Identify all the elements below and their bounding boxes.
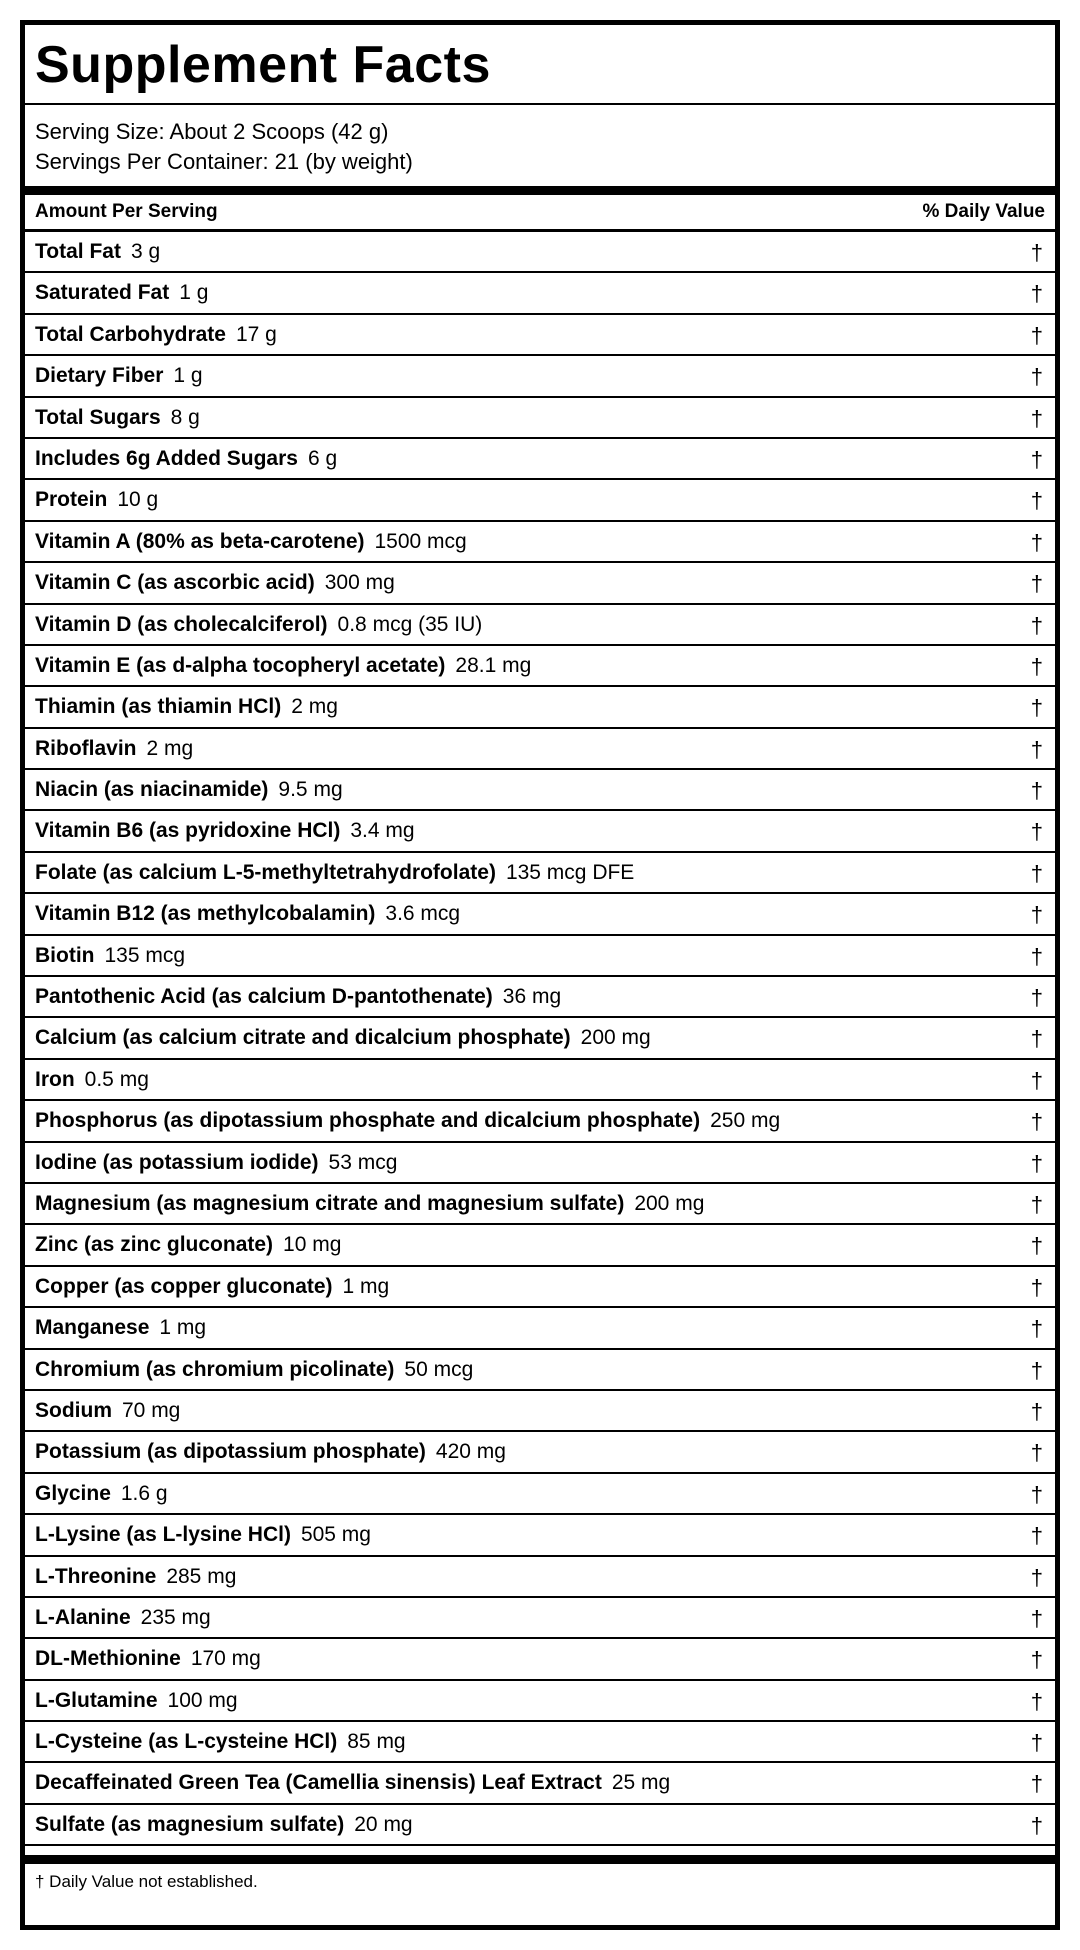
nutrient-name: Vitamin E (as d-alpha tocopheryl acetate) [35,653,446,677]
daily-value-dagger: † [1030,1523,1043,1549]
nutrient-text [35,1639,261,1678]
nutrient-text [35,729,193,768]
nutrient-text [35,1598,211,1637]
daily-value-dagger: † [1030,1150,1043,1176]
daily-value-dagger: † [1030,612,1043,638]
daily-value-dagger: † [1030,1274,1043,1300]
nutrient-amount: 9.5 mg [278,778,343,802]
nutrient-amount: 8 g [170,405,200,429]
nutrient-amount: 235 mg [140,1605,211,1629]
nutrient-amount: 25 mg [611,1771,671,1795]
nutrient-name: Zinc (as zinc gluconate) [35,1233,274,1257]
nutrient-row [25,936,1055,977]
nutrient-text [35,687,338,726]
nutrient-row [25,1681,1055,1722]
nutrient-name: Copper (as copper gluconate) [35,1274,333,1298]
nutrient-name: Thiamin (as thiamin HCl) [35,695,282,719]
nutrient-row [25,646,1055,687]
nutrient-amount: 2 mg [291,695,338,719]
nutrient-name: Total Fat [35,240,121,263]
nutrient-name: Vitamin D (as cholecalciferol) [35,612,328,636]
nutrient-text [35,853,634,892]
nutrient-name: Includes 6g Added Sugars [35,446,298,470]
daily-value-dagger: † [1030,1647,1043,1673]
nutrient-name: Iodine (as potassium iodide) [35,1150,319,1174]
nutrient-row [25,232,1055,273]
nutrient-amount: 135 mcg [104,943,186,967]
nutrient-name: L-Glutamine [35,1688,158,1712]
nutrient-name: Vitamin A (80% as beta-carotene) [35,529,365,553]
daily-value-dagger: † [1030,1398,1043,1424]
nutrient-name: Sodium [35,1398,112,1422]
nutrient-amount: 10 g [117,488,159,512]
nutrient-name: L-Lysine (as L-lysine HCl) [35,1523,291,1547]
nutrient-text [35,1101,780,1140]
daily-value-dagger: † [1030,1730,1043,1756]
nutrient-text [35,1391,180,1430]
nutrient-text [35,480,158,519]
nutrient-list [25,232,1055,1846]
nutrient-text [35,646,531,685]
nutrient-name: Pantothenic Acid (as calcium D-pantothenate) [35,985,493,1009]
daily-value-dagger: † [1030,529,1043,555]
daily-value-dagger: † [1030,281,1043,307]
nutrient-name: Sulfate (as magnesium sulfate) [35,1812,345,1836]
nutrient-name: Saturated Fat [35,281,170,305]
nutrient-row [25,1805,1055,1846]
nutrient-text [35,356,203,395]
nutrient-name: Magnesium (as magnesium citrate and magnesium sulfate) [35,1191,625,1215]
nutrient-amount: 1.6 g [120,1481,168,1505]
nutrient-text [35,1722,406,1761]
daily-value-dagger: † [1030,1067,1043,1093]
daily-value-dagger: † [1030,1357,1043,1383]
daily-value-dagger: † [1030,695,1043,721]
nutrient-name: L-Cysteine (as L-cysteine HCl) [35,1730,338,1754]
nutrient-text [35,894,460,933]
nutrient-text [35,936,185,975]
nutrient-name: Biotin [35,943,95,967]
nutrient-amount: 100 mg [167,1688,238,1712]
nutrient-row [25,853,1055,894]
title-block [25,25,1055,105]
nutrient-name: Dietary Fiber [35,364,164,388]
nutrient-amount: 10 mg [283,1233,342,1257]
nutrient-name: Potassium (as dipotassium phosphate) [35,1440,426,1464]
nutrient-name: Glycine [35,1481,111,1505]
daily-value-dagger: † [1030,322,1043,348]
nutrient-text [35,1805,413,1844]
nutrient-amount: 1 g [179,281,209,305]
nutrient-row [25,1639,1055,1680]
thick-divider-top [25,186,1055,195]
nutrient-amount: 3.6 mcg [385,902,461,926]
nutrient-amount: 200 mg [580,1026,651,1050]
nutrient-amount: 0.5 mg [84,1067,149,1091]
nutrient-text [35,1432,506,1471]
daily-value-dagger: † [1030,488,1043,514]
nutrient-row [25,398,1055,439]
nutrient-amount: 85 mg [347,1730,406,1754]
amount-per-serving-header: Amount Per Serving [35,201,218,222]
nutrient-name: Vitamin C (as ascorbic acid) [35,571,315,595]
daily-value-footnote: † Daily Value not established. [35,1872,258,1891]
thick-divider-bottom [25,1855,1055,1864]
nutrient-row [25,480,1055,521]
nutrient-text [35,522,467,561]
nutrient-text [35,232,160,271]
nutrient-name: DL-Methionine [35,1647,181,1671]
nutrient-amount: 3.4 mg [350,819,415,843]
nutrient-amount: 36 mg [502,985,562,1009]
nutrient-name: Decaffeinated Green Tea (Camellia sinensis) Leaf Extract [35,1771,602,1795]
daily-value-dagger: † [1030,405,1043,431]
nutrient-row [25,1308,1055,1349]
nutrient-row [25,1225,1055,1266]
daily-value-dagger: † [1030,1191,1043,1217]
nutrient-row [25,563,1055,604]
daily-value-dagger: † [1030,653,1043,679]
nutrient-amount: 0.8 mcg (35 IU) [337,612,483,636]
nutrient-row [25,1763,1055,1804]
nutrient-text [35,1350,473,1389]
nutrient-row [25,356,1055,397]
daily-value-dagger: † [1030,1109,1043,1135]
nutrient-name: Chromium (as chromium picolinate) [35,1357,395,1381]
nutrient-amount: 300 mg [324,571,395,595]
daily-value-dagger: † [1030,1440,1043,1466]
nutrient-amount: 170 mg [190,1647,261,1671]
nutrient-name: Total Carbohydrate [35,322,226,346]
nutrient-text [35,398,200,437]
nutrient-amount: 3 g [130,240,161,263]
nutrient-name: Folate (as calcium L-5-methyltetrahydrofolate) [35,860,496,884]
nutrient-text [35,1143,397,1182]
nutrient-name: Phosphorus (as dipotassium phosphate and dicalcium phosphate) [35,1109,701,1133]
daily-value-dagger: † [1030,446,1043,472]
nutrient-text [35,1763,670,1802]
nutrient-row [25,811,1055,852]
nutrient-row [25,1598,1055,1639]
nutrient-row [25,605,1055,646]
nutrient-text [35,1308,206,1347]
nutrient-row [25,439,1055,480]
nutrient-amount: 420 mg [435,1440,506,1464]
daily-value-dagger: † [1030,1812,1043,1838]
servings-per-container: Servings Per Container: 21 (by weight) [35,149,413,174]
nutrient-text [35,811,415,850]
nutrient-amount: 6 g [307,446,338,470]
nutrient-row [25,894,1055,935]
daily-value-dagger: † [1030,1316,1043,1342]
nutrient-amount: 250 mg [710,1109,781,1133]
nutrient-text [35,1474,168,1513]
nutrient-text [35,273,208,312]
nutrient-amount: 17 g [235,322,277,346]
nutrient-row [25,770,1055,811]
nutrient-amount: 200 mg [634,1191,705,1215]
nutrient-row [25,1391,1055,1432]
nutrient-amount: 1 mg [342,1274,390,1298]
daily-value-dagger: † [1030,819,1043,845]
column-header-row [25,195,1055,232]
nutrient-amount: 1500 mcg [374,529,467,553]
serving-info [25,105,1055,191]
daily-value-dagger: † [1030,364,1043,390]
nutrient-text [35,977,561,1016]
nutrient-row [25,1101,1055,1142]
daily-value-dagger: † [1030,943,1043,969]
nutrient-amount: 20 mg [354,1812,413,1836]
nutrient-name: Total Sugars [35,405,161,429]
nutrient-row [25,1474,1055,1515]
daily-value-dagger: † [1030,1605,1043,1631]
nutrient-text [35,439,337,478]
nutrient-row [25,1515,1055,1556]
nutrient-row [25,1722,1055,1763]
nutrient-row [25,1060,1055,1101]
nutrient-text [35,1515,371,1554]
daily-value-dagger: † [1030,902,1043,928]
nutrient-amount: 505 mg [300,1523,371,1547]
nutrient-amount: 28.1 mg [455,653,532,677]
daily-value-dagger: † [1030,1026,1043,1052]
nutrient-row [25,522,1055,563]
nutrient-name: Niacin (as niacinamide) [35,778,269,802]
nutrient-row [25,1557,1055,1598]
daily-value-header: % Daily Value [922,201,1045,222]
nutrient-text [35,1060,149,1099]
nutrient-name: L-Threonine [35,1564,157,1588]
nutrient-text [35,770,343,809]
nutrient-amount: 2 mg [146,736,194,760]
daily-value-dagger: † [1030,1771,1043,1797]
daily-value-dagger: † [1030,985,1043,1011]
nutrient-row [25,687,1055,728]
nutrient-amount: 1 mg [159,1316,207,1340]
supplement-facts-panel [20,20,1060,1930]
nutrient-row [25,1432,1055,1473]
nutrient-row [25,729,1055,770]
nutrient-name: Riboflavin [35,736,137,760]
daily-value-dagger: † [1030,736,1043,762]
nutrient-amount: 1 g [173,364,203,388]
nutrient-text [35,1267,389,1306]
daily-value-dagger: † [1030,1233,1043,1259]
nutrient-amount: 53 mcg [328,1150,398,1174]
daily-value-dagger: † [1030,240,1043,265]
nutrient-text [35,605,482,644]
nutrient-text [35,1018,651,1057]
nutrient-amount: 285 mg [166,1564,237,1588]
nutrient-text [35,1557,236,1596]
nutrient-row [25,1350,1055,1391]
nutrient-text [35,1184,704,1223]
nutrient-row [25,1018,1055,1059]
daily-value-dagger: † [1030,1688,1043,1714]
nutrient-name: L-Alanine [35,1605,131,1629]
nutrient-name: Iron [35,1067,75,1091]
daily-value-dagger: † [1030,571,1043,597]
nutrient-row [25,315,1055,356]
daily-value-dagger: † [1030,1564,1043,1590]
nutrient-name: Vitamin B6 (as pyridoxine HCl) [35,819,341,843]
nutrient-text [35,1225,341,1264]
nutrient-amount: 70 mg [122,1398,181,1422]
daily-value-dagger: † [1030,778,1043,804]
nutrient-text [35,563,395,602]
nutrient-name: Vitamin B12 (as methylcobalamin) [35,902,376,926]
nutrient-amount: 135 mcg DFE [505,860,635,884]
panel-title: Supplement Facts [35,36,491,94]
nutrient-row [25,977,1055,1018]
nutrient-amount: 50 mcg [404,1357,474,1381]
nutrient-row [25,1184,1055,1225]
daily-value-dagger: † [1030,860,1043,886]
nutrient-text [35,1681,238,1720]
nutrient-text [35,315,277,354]
nutrient-name: Manganese [35,1316,150,1340]
nutrient-row [25,1267,1055,1308]
nutrient-row [25,1143,1055,1184]
serving-size: Serving Size: About 2 Scoops (42 g) [35,119,389,144]
nutrient-name: Calcium (as calcium citrate and dicalcium phosphate) [35,1026,571,1050]
daily-value-dagger: † [1030,1481,1043,1507]
nutrient-name: Protein [35,488,108,512]
nutrient-row [25,273,1055,314]
